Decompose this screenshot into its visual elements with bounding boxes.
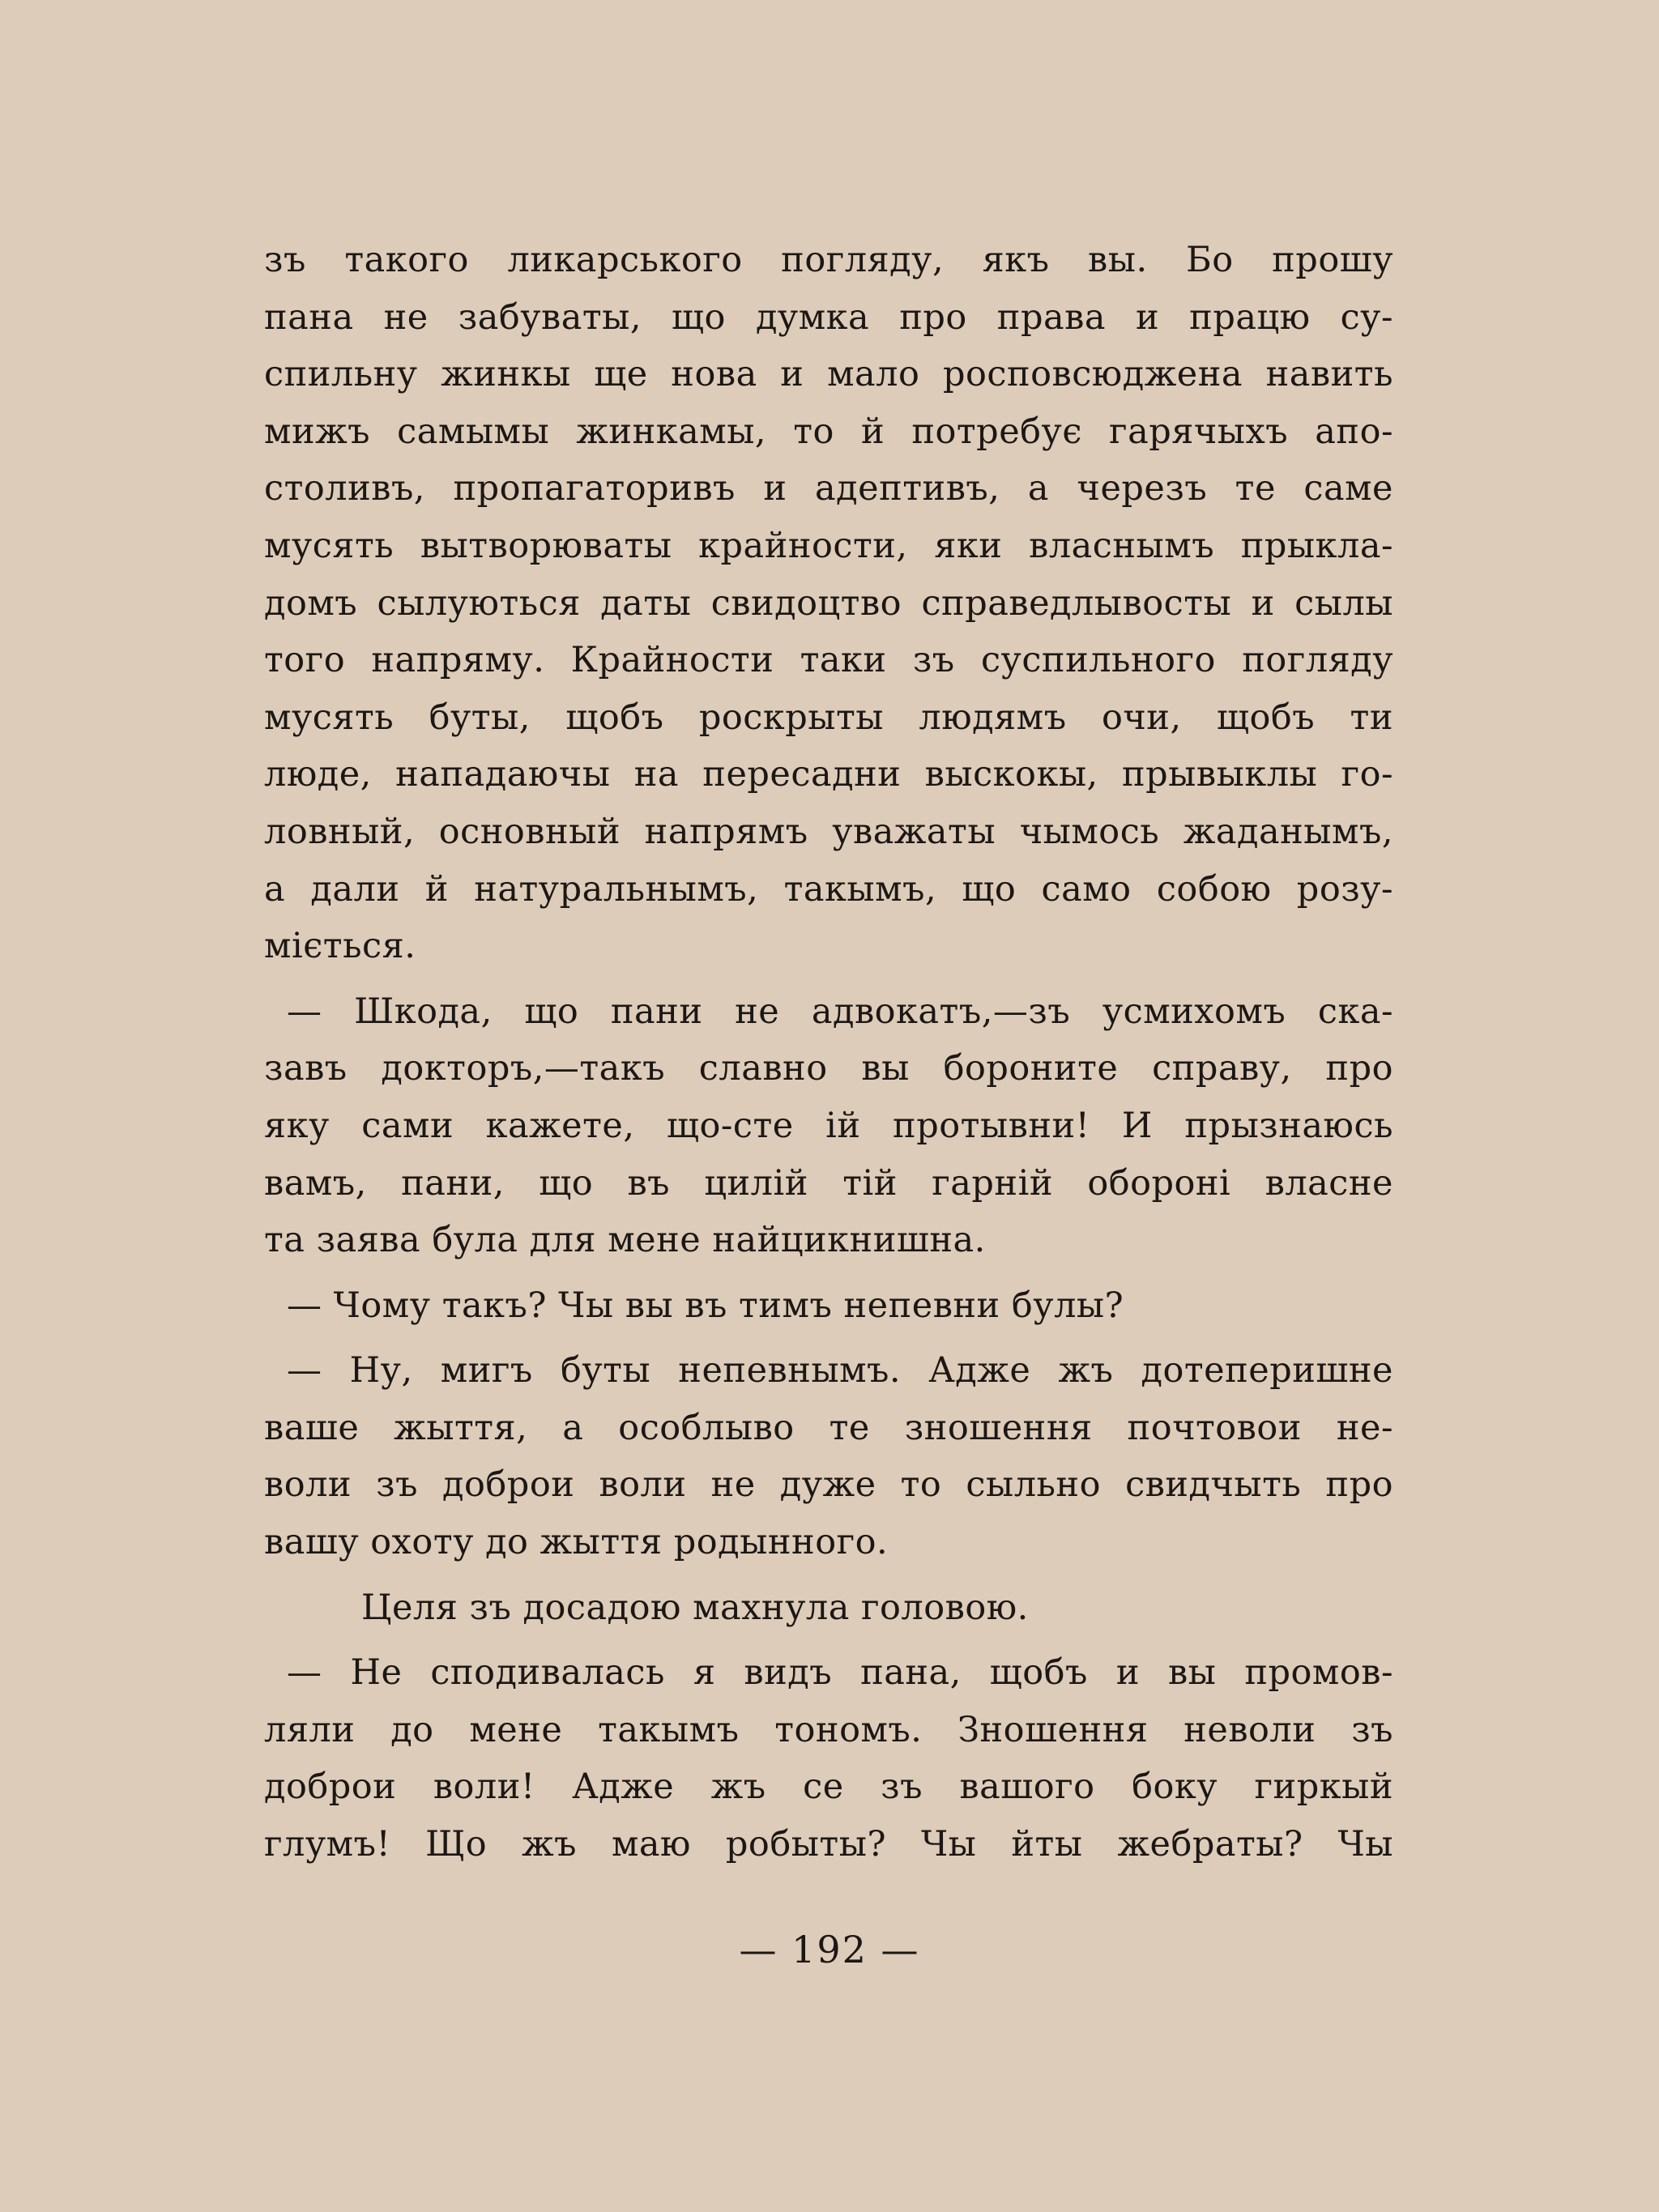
paragraph-gap <box>264 1269 1393 1277</box>
text-line: — Чому такъ? Чы вы въ тимъ непевни булы? <box>287 1285 1124 1326</box>
text-line: воли зъ доброи воли не дуже то сыльно свидчыть про <box>264 1464 1393 1506</box>
text-line: та заява була для мене найцикнишна. <box>264 1220 986 1261</box>
text-line: столивъ, пропагаторивъ и адептивъ, а черезъ те саме <box>264 468 1393 509</box>
text-line: Целя зъ досадою махнула головою. <box>361 1587 1029 1628</box>
text-line: вашу охоту до жыття родынного. <box>264 1522 889 1563</box>
text-line: — Шкода, що пани не адвокатъ,—зъ усмихомъ ска- <box>287 991 1393 1032</box>
text-line: а дали й натуральнымъ, такымъ, що само собою розу- <box>264 868 1393 910</box>
text-line: зъ такого ликарського погляду, якъ вы. Бо прошу <box>264 240 1393 280</box>
text-line: — Не сподивалась я видъ пана, щобъ и вы промов- <box>287 1652 1393 1694</box>
body-text <box>264 232 1393 1873</box>
text-line: мижъ самымы жинкамы, то й потребує гарячыхъ апо- <box>264 411 1393 452</box>
text-line: міється. <box>264 926 416 967</box>
text-line: глумъ! Що жъ маю робыты? Чы йты жебраты? Чы <box>264 1824 1393 1865</box>
text-line: спильну жинкы ще нова и мало росповсюджена навить <box>264 354 1393 395</box>
text-line: того напряму. Крайности таки зъ суспильного погляду <box>264 640 1393 681</box>
paragraph-gap <box>264 1636 1393 1644</box>
text-line: пана не забуваты, що думка про права и працю су- <box>264 296 1393 338</box>
text-line: вамъ, пани, що въ цилій тій гарній обороні власне <box>264 1162 1393 1204</box>
paragraph-gap <box>264 975 1393 983</box>
text-line: ловный, основный напрямъ уважаты чымось жаданымъ, <box>264 811 1393 852</box>
paragraph-gap <box>264 1334 1393 1342</box>
paragraph-gap <box>264 1571 1393 1579</box>
text-line: яку сами кажете, що-сте ій протывни! И прызнаюсь <box>264 1105 1393 1146</box>
text-line: доброи воли! Адже жъ се зъ вашого боку гиркый <box>264 1767 1393 1808</box>
page-number: — 192 — <box>739 1928 920 1971</box>
text-line: ваше жыття, а особлыво те зношення почтовои не- <box>264 1407 1393 1448</box>
text-line: ляли до мене такымъ тономъ. Зношення неволи зъ <box>264 1709 1393 1750</box>
text-line: мусять буты, щобъ роскрыты людямъ очи, щобъ ти <box>264 697 1393 738</box>
text-line: мусять вытворюваты крайности, яки власнымъ прыкла- <box>264 525 1393 566</box>
text-line: домъ сылуються даты свидоцтво справедлывосты и сылы <box>264 582 1393 624</box>
text-line: — Ну, мигъ буты непевнымъ. Адже жъ дотеперишне <box>287 1350 1393 1392</box>
text-line: завъ докторъ,—такъ славно вы бороните справу, про <box>264 1048 1393 1089</box>
text-line: люде, нападаючы на пересадни выскокы, прывыклы го- <box>264 754 1393 795</box>
